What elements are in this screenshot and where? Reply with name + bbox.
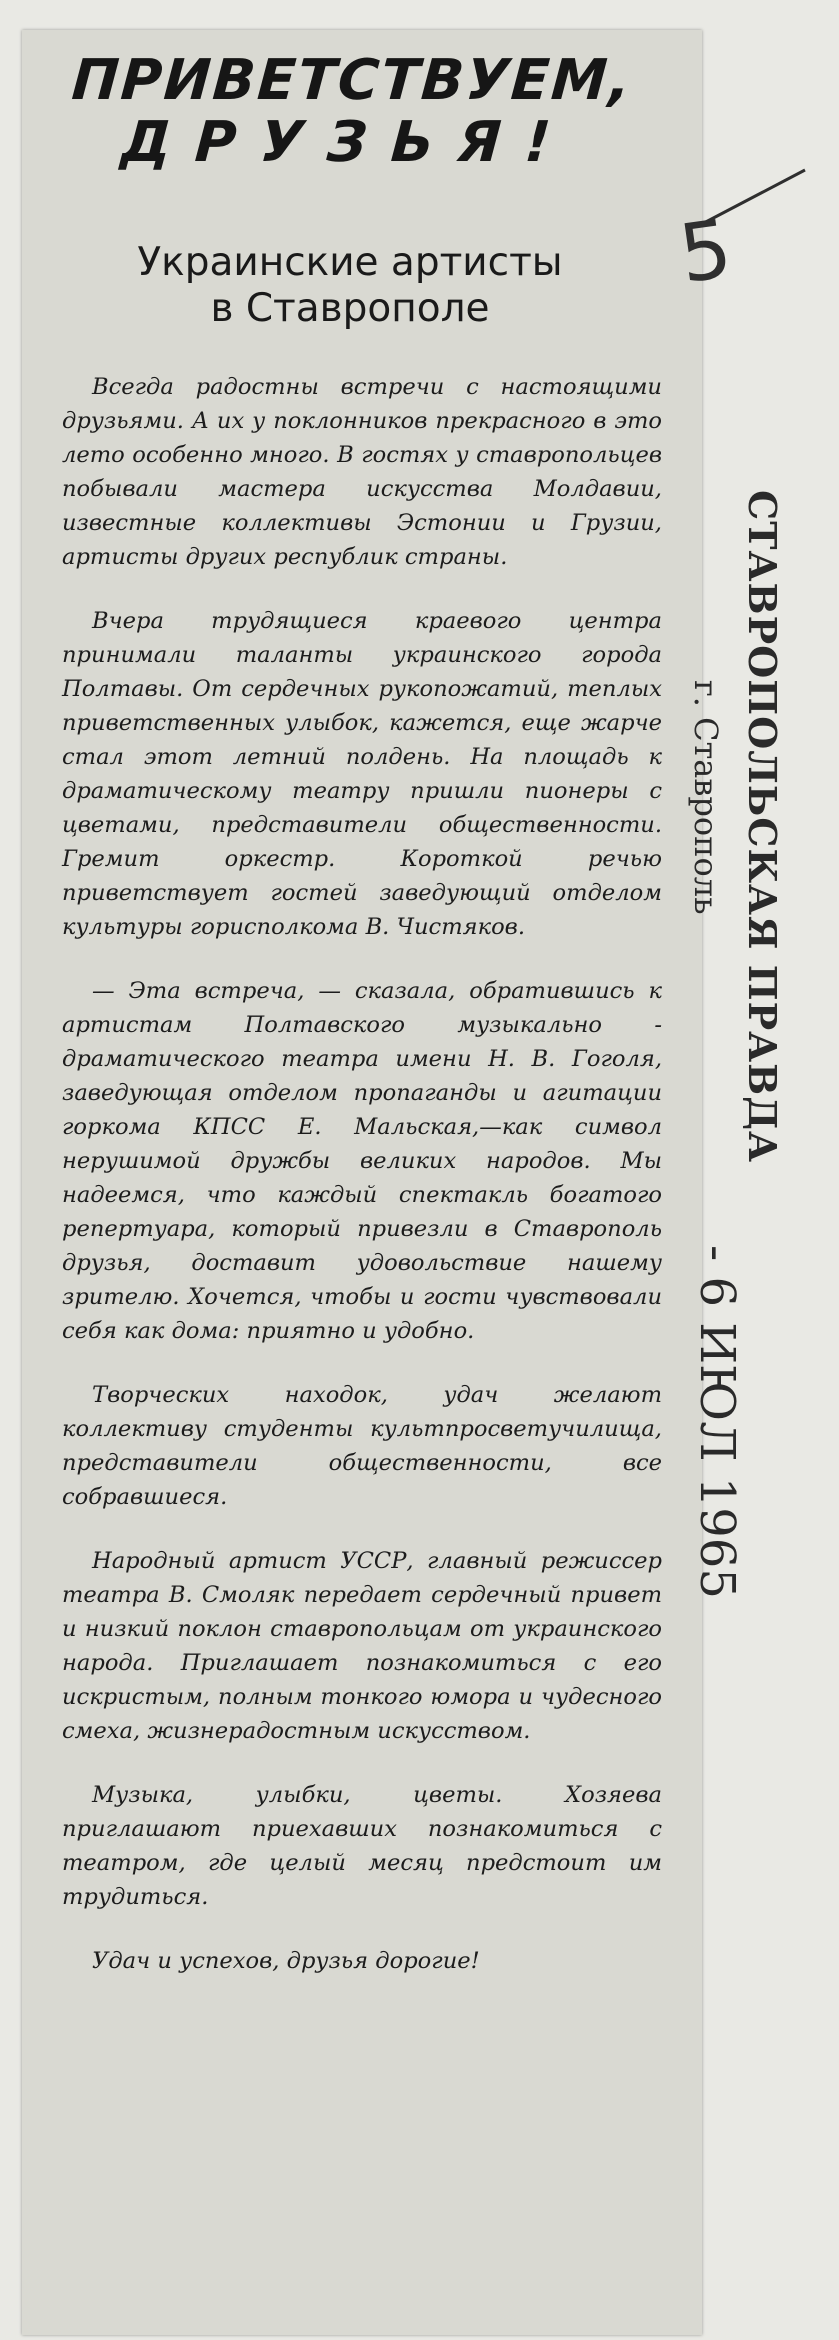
subtitle-line-1: Украинские артисты — [137, 240, 563, 285]
article-paragraph-4: Творческих находок, удач желают коллективу студенты культпросветучилища, представители общественности, все собравшиеся. — [62, 1382, 662, 1510]
headline-line-2: ДРУЗЬЯ! — [118, 110, 577, 175]
subtitle-line-2: в Ставрополе — [210, 286, 490, 331]
article-body — [62, 370, 662, 1978]
handwritten-number: 5 — [673, 201, 738, 302]
stamp-date: - 6 ИЮЛ 1965 — [689, 1245, 745, 1599]
article-paragraph-3: — Эта встреча, — сказала, обратившись к артистам Полтавского музыкально - драматического театра имени Н. В. Гоголя, заведующая отделом пропаганды и агитации горкома КПСС Е. Мальская,—как символ нерушимой дружбы великих народов. Мы надеемся, что каждый спектакль богатого репертуара, который привезли в Ставрополь друзья, доставит удовольствие нашему зрителю. Хочется, чтобы и гости чувствовали себя как дома: приятно и удобно. — [62, 978, 662, 1344]
article-paragraph-2: Вчера трудящиеся краевого центра принимали таланты украинского города Полтавы. От сердечных рукопожатий, теплых приветственных улыбок, кажется, еще жарче стал этот летний полдень. На площадь к драматическому театру пришли пионеры с цветами, представители общественности. Гремит оркестр. Короткой речью приветствует гостей заведующий отделом культуры горисполкома В. Чистяков. — [62, 608, 662, 940]
article-paragraph-1: Всегда радостны встречи с настоящими друзьями. А их у поклонников прекрасного в это лето особенно много. В гостях у ставропольцев побывали мастера искусства Молдавии, известные коллективы Эстонии и Грузии, артисты других республик страны. — [62, 374, 662, 570]
stamp-city: г. Ставрополь — [687, 680, 725, 915]
article-paragraph-7: Удач и успехов, друзья дорогие! — [92, 1948, 480, 1974]
article-paragraph-5: Народный артист УССР, главный режиссер театра В. Смоляк передает сердечный привет и низкий поклон ставропольцам от украинского народа. Приглашает познакомиться с его искристым, полным тонкого юмора и чудесного смеха, жизнерадостным искусством. — [62, 1548, 662, 1744]
headline-line-1: ПРИВЕТСТВУЕМ, — [69, 48, 635, 113]
article-paragraph-6: Музыка, улыбки, цветы. Хозяева приглашают приехавших познакомиться с театром, где целый месяц предстоит им трудиться. — [62, 1782, 662, 1910]
stamp-newspaper-name: СТАВРОПОЛЬСКАЯ ПРАВДА — [740, 490, 785, 1163]
subtitle — [90, 240, 610, 332]
headline — [46, 50, 655, 174]
